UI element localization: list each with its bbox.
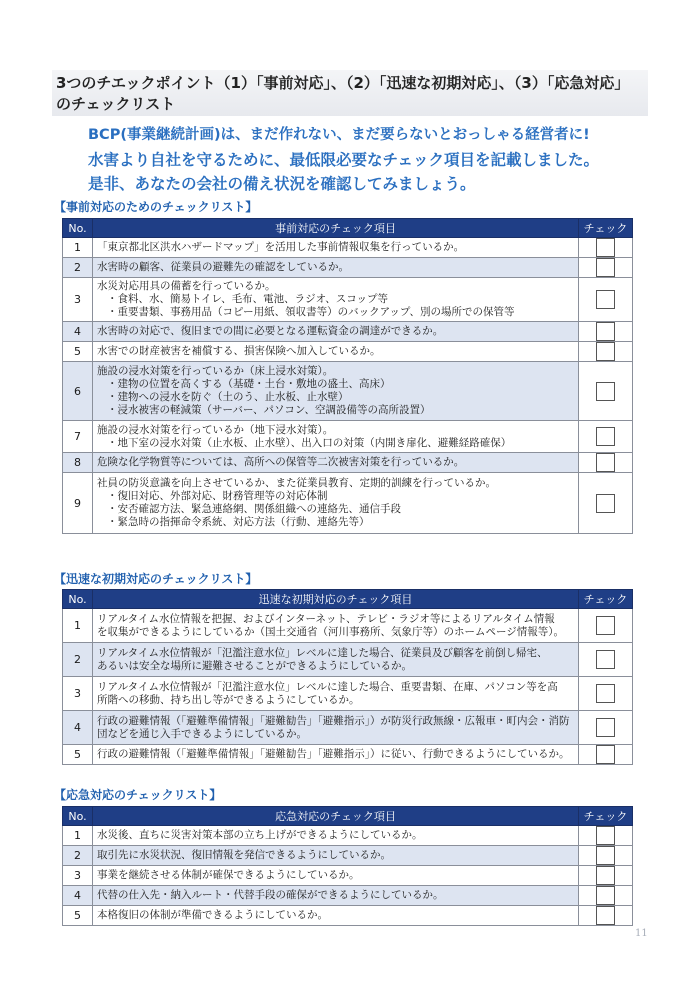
check-cell <box>579 866 633 886</box>
check-item-main-line: リアルタイム水位情報が「氾濫注意水位」レベルに達した場合、従業員及び顧客を前倒し帰宅、 <box>97 646 548 659</box>
row-number: 2 <box>63 258 93 278</box>
check-item-main-line: 代替の仕入先・納入ルート・代替手段の確保ができるようにしているか。 <box>97 889 444 901</box>
check-item-main-line: 水害時の顧客、従業員の避難先の確認をしているか。 <box>97 261 349 273</box>
checkbox[interactable] <box>596 290 615 309</box>
check-item-sub-line: あるいは安全な場所に避難させることができるようにしているか。 <box>97 659 412 672</box>
checkbox[interactable] <box>596 684 615 703</box>
column-header-check: チェック <box>579 807 633 826</box>
table-row <box>63 258 633 278</box>
check-item-text <box>93 886 579 906</box>
table-row <box>63 711 633 745</box>
checkbox[interactable] <box>596 258 615 277</box>
check-item-text <box>93 745 579 765</box>
check-item-text <box>93 421 579 453</box>
checkbox[interactable] <box>596 826 615 845</box>
row-number: 1 <box>63 609 93 643</box>
table-row <box>63 846 633 866</box>
page-title-line-1: 3つのチエックポイント（1）「事前対応」、（2）「迅速な初期対応」、（3）「応急対応」 <box>56 74 630 92</box>
table-header-row <box>63 807 633 826</box>
row-number: 2 <box>63 643 93 677</box>
checkbox[interactable] <box>596 342 615 361</box>
row-number: 5 <box>63 745 93 765</box>
check-item-main-line: 危険な化学物質等については、高所への保管等二次被害対策を行っているか。 <box>97 456 465 468</box>
check-cell <box>579 677 633 711</box>
check-item-sub-line: ・復旧対応、外部対応、財務管理等の対応体制 <box>107 490 328 502</box>
row-number: 5 <box>63 342 93 362</box>
checkbox[interactable] <box>596 906 615 925</box>
checkbox[interactable] <box>596 453 615 472</box>
column-header-no: No. <box>63 219 93 238</box>
check-item-sub-line: ・重要書類、事務用品（コピー用紙、領収書等）のバックアップ、別の場所での保管等 <box>107 306 515 318</box>
check-item-main-line: 事業を継続させる体制が確保できるようにしているか。 <box>97 869 360 881</box>
check-item-text <box>93 866 579 886</box>
table-row <box>63 342 633 362</box>
table-row <box>63 745 633 765</box>
intro-line-3: 是非、あなたの会社の備え状況を確認してみましょう。 <box>88 175 476 193</box>
check-item-main-line: 水害時の対応で、復旧までの間に必要となる運転資金の調達ができるか。 <box>97 325 444 337</box>
page-number: 11 <box>635 928 648 939</box>
check-cell <box>579 278 633 322</box>
check-item-main-line: リアルタイム水位情報が「氾濫注意水位」レベルに達した場合、重要書類、在庫、パソコン等を高 <box>97 680 558 693</box>
check-cell <box>579 453 633 473</box>
check-item-text <box>93 238 579 258</box>
check-item-main-line: 水災後、直ちに災害対策本部の立ち上げができるようにしているか。 <box>97 829 423 841</box>
check-item-text <box>93 453 579 473</box>
table-row <box>63 278 633 322</box>
checkbox[interactable] <box>596 886 615 905</box>
check-item-text <box>93 643 579 677</box>
table-row <box>63 238 633 258</box>
row-number: 3 <box>63 866 93 886</box>
check-cell <box>579 342 633 362</box>
row-number: 3 <box>63 677 93 711</box>
table-header-row <box>63 219 633 238</box>
row-number: 3 <box>63 278 93 322</box>
table-row <box>63 453 633 473</box>
section-label-pre: 【事前対応のためのチェックリスト】 <box>54 200 258 214</box>
check-item-sub-line: ・建物への浸水を防ぐ（土のう、止水板、止水壁） <box>107 391 349 403</box>
table-row <box>63 643 633 677</box>
intro-line-2: 水害より自社を守るために、最低限必要なチェック項目を記載しました。 <box>88 151 600 169</box>
table-row <box>63 421 633 453</box>
table-row <box>63 473 633 534</box>
check-item-text <box>93 278 579 322</box>
section-label-initial: 【迅速な初期対応のチェックリスト】 <box>54 572 258 586</box>
check-item-main-line: 行政の避難情報（「避難準備情報」「避難勧告」「避難指示」）に従い、行動できるようにしているか。 <box>97 748 570 760</box>
column-header-check: チェック <box>579 590 633 609</box>
check-cell <box>579 473 633 534</box>
check-item-sub-line: ・食料、水、簡易トイレ、毛布、電池、ラジオ、スコップ等 <box>107 293 388 305</box>
checkbox[interactable] <box>596 322 615 341</box>
check-cell <box>579 609 633 643</box>
row-number: 4 <box>63 886 93 906</box>
check-item-text <box>93 906 579 926</box>
check-item-main-line: 施設の浸水対策を行っているか（床上浸水対策）。 <box>97 365 334 377</box>
check-item-main-line: 行政の避難情報（「避難準備情報」「避難勧告」「避難指示」）が防災行政無線・広報車・町内会・消防 <box>97 714 570 727</box>
check-item-text <box>93 362 579 421</box>
table-row <box>63 866 633 886</box>
check-item-main-line: 社員の防災意識を向上させているか、また従業員教育、定期的訓練を行っているか。 <box>97 477 496 489</box>
page-title-line-2: のチェックリスト <box>56 95 176 113</box>
check-item-text <box>93 609 579 643</box>
row-number: 9 <box>63 473 93 534</box>
row-number: 1 <box>63 238 93 258</box>
check-item-main-line: 取引先に水災状況、復旧情報を発信できるようにしているか。 <box>97 849 391 861</box>
checkbox[interactable] <box>596 616 615 635</box>
check-cell <box>579 745 633 765</box>
checklist-table-pre <box>62 218 633 534</box>
check-item-text <box>93 677 579 711</box>
check-cell <box>579 258 633 278</box>
row-number: 4 <box>63 322 93 342</box>
check-item-sub-line: を収集ができるようにしているか（国土交通省（河川事務所、気象庁等）のホームページ情報等）。 <box>97 625 565 638</box>
check-item-text <box>93 711 579 745</box>
check-cell <box>579 906 633 926</box>
check-item-text <box>93 473 579 534</box>
column-header-check: チェック <box>579 219 633 238</box>
section-label-emergency: 【応急対応のチェックリスト】 <box>54 788 222 802</box>
table-row <box>63 322 633 342</box>
row-number: 8 <box>63 453 93 473</box>
check-item-text <box>93 846 579 866</box>
checkbox[interactable] <box>596 866 615 885</box>
check-cell <box>579 322 633 342</box>
check-item-sub-line: ・地下室の浸水対策（止水板、止水壁）、出入口の対策（内開き扉化、避難経路確保） <box>107 436 512 449</box>
check-item-main-line: 本格復旧の体制が準備できるようにしているか。 <box>97 909 328 921</box>
table-row <box>63 906 633 926</box>
row-number: 1 <box>63 826 93 846</box>
checkbox[interactable] <box>596 650 615 669</box>
check-item-text <box>93 322 579 342</box>
checklist-table-emergency <box>62 806 633 926</box>
column-header-no: No. <box>63 590 93 609</box>
row-number: 5 <box>63 906 93 926</box>
table-row <box>63 609 633 643</box>
check-item-main-line: 水害での財産被害を補償する、損害保険へ加入しているか。 <box>97 345 381 357</box>
checkbox[interactable] <box>596 718 615 737</box>
table-header-row <box>63 590 633 609</box>
check-item-main-line: 水災対応用具の備蓄を行っているか。 <box>97 280 276 292</box>
checkbox[interactable] <box>596 745 615 764</box>
check-item-text <box>93 258 579 278</box>
check-cell <box>579 362 633 421</box>
check-item-main-line: 施設の浸水対策を行っているか（地下浸水対策）。 <box>97 423 334 436</box>
column-header-item: 事前対応のチェック項目 <box>93 219 579 238</box>
check-cell <box>579 238 633 258</box>
check-cell <box>579 826 633 846</box>
row-number: 4 <box>63 711 93 745</box>
check-item-sub-line: 所階への移動、持ち出し等ができるようにしているか。 <box>97 693 360 706</box>
check-cell <box>579 711 633 745</box>
row-number: 2 <box>63 846 93 866</box>
table-row <box>63 677 633 711</box>
checkbox[interactable] <box>596 382 615 401</box>
checklist-table-initial <box>62 589 633 765</box>
check-item-text <box>93 342 579 362</box>
check-item-sub-line: ・緊急時の指揮命令系統、対応方法（行動、連絡先等） <box>107 516 370 528</box>
row-number: 6 <box>63 362 93 421</box>
check-item-main-line: 「東京都北区洪水ハザードマップ」を活用した事前情報収集を行っているか。 <box>97 241 465 253</box>
check-item-sub-line: ・浸水被害の軽減策（サーバー、パソコン、空調設備等の高所設置） <box>107 404 431 416</box>
intro-line-1: BCP(事業継続計画)は、まだ作れない、まだ要らないとおっしゃる経営者に! <box>88 127 590 143</box>
column-header-no: No. <box>63 807 93 826</box>
checkbox[interactable] <box>596 494 615 513</box>
checkbox[interactable] <box>596 238 615 257</box>
check-cell <box>579 421 633 453</box>
column-header-item: 迅速な初期対応のチェック項目 <box>93 590 579 609</box>
table-row <box>63 362 633 421</box>
check-cell <box>579 886 633 906</box>
check-cell <box>579 643 633 677</box>
table-row <box>63 826 633 846</box>
check-cell <box>579 846 633 866</box>
row-number: 7 <box>63 421 93 453</box>
table-row <box>63 886 633 906</box>
check-item-text <box>93 826 579 846</box>
checkbox[interactable] <box>596 846 615 865</box>
checkbox[interactable] <box>596 427 615 446</box>
column-header-item: 応急対応のチェック項目 <box>93 807 579 826</box>
check-item-main-line: リアルタイム水位情報を把握、およびインターネット、テレビ・ラジオ等によるリアルタイム情報 <box>97 612 555 625</box>
check-item-sub-line: ・安否確認方法、緊急連絡網、関係組織への連絡先、通信手段 <box>107 503 401 515</box>
check-item-sub-line: ・建物の位置を高くする（基礎・土台・敷地の盛土、高床） <box>107 378 391 390</box>
check-item-sub-line: 団などを通じ入手できるようにしているか。 <box>97 727 307 740</box>
